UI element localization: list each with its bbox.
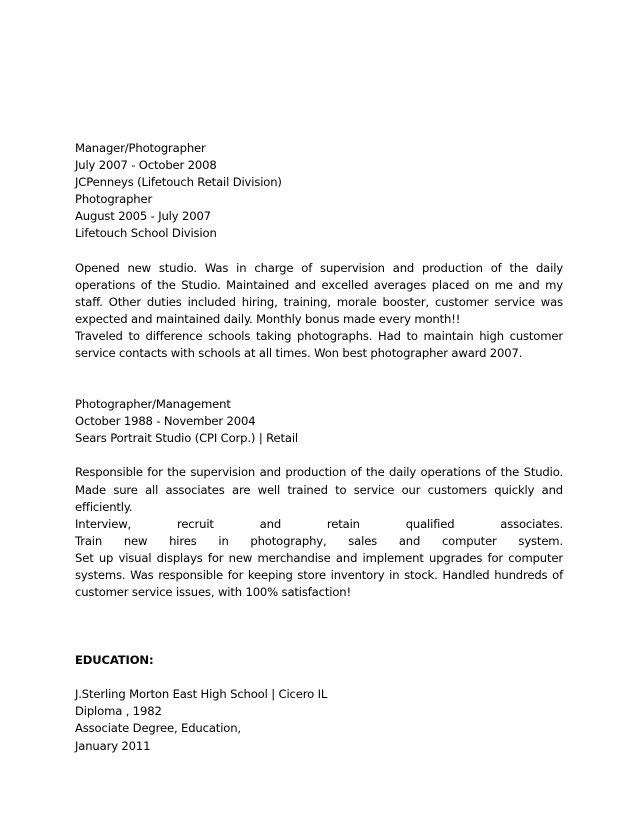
job-title: Photographer/Management	[75, 397, 231, 412]
job-entry-photographer-management	[75, 396, 563, 447]
description-paragraph: Interview, recruit and retain qualified associates.	[75, 516, 563, 531]
job-description-1	[75, 260, 563, 363]
job-title: Manager/Photographer	[75, 141, 206, 155]
job-entry-photographer	[75, 191, 563, 242]
spacer	[75, 362, 563, 396]
degree: Associate Degree, Education,	[75, 721, 241, 736]
degree-date: January 2011	[75, 738, 151, 753]
job-entry-manager-photographer	[75, 140, 563, 191]
diploma: Diploma , 1982	[75, 704, 162, 719]
job-dates: October 1988 - November 2004	[75, 414, 256, 429]
description-paragraph: Responsible for the supervision and production of the daily operations of the Studio. Made sure all associates are well trained to service our customers quickly and efficiently.	[75, 465, 563, 514]
resume-page	[75, 140, 563, 755]
spacer	[75, 243, 563, 260]
job-employer: JCPenneys (Lifetouch Retail Division)	[75, 175, 282, 190]
description-paragraph: Set up visual displays for new merchandise and implement upgrades for computer systems. Was responsible for keeping store inventory in stock. Handled hundreds of customer service issues, with 100% satisfaction!	[75, 550, 563, 600]
section-heading: EDUCATION:	[75, 653, 154, 668]
job-dates: July 2007 - October 2008	[75, 158, 217, 173]
description-paragraph: Train new hires in photography, sales and computer system.	[75, 533, 563, 548]
job-employer: Lifetouch School Division	[75, 226, 217, 241]
spacer	[75, 447, 563, 464]
job-title: Photographer	[75, 192, 153, 207]
job-description-2	[75, 464, 563, 601]
description-paragraph: Traveled to difference schools taking photographs. Had to maintain high customer service contacts with schools at all times. Won best photographer award 2007.	[75, 328, 563, 361]
spacer	[75, 601, 563, 652]
job-dates: August 2005 - July 2007	[75, 209, 211, 224]
description-paragraph: Opened new studio. Was in charge of supervision and production of the daily operations of the Studio. Maintained and excelled averages placed on me and my staff. Other duties included hiring, training, morale booster, customer service was expected and maintained daily. Monthly bonus made every month!!	[75, 260, 563, 326]
job-employer: Sears Portrait Studio (CPI Corp.) | Retail	[75, 431, 298, 446]
school-name: J.Sterling Morton East High School | Cicero IL	[75, 687, 328, 702]
education-section	[75, 652, 563, 754]
spacer	[75, 669, 563, 686]
